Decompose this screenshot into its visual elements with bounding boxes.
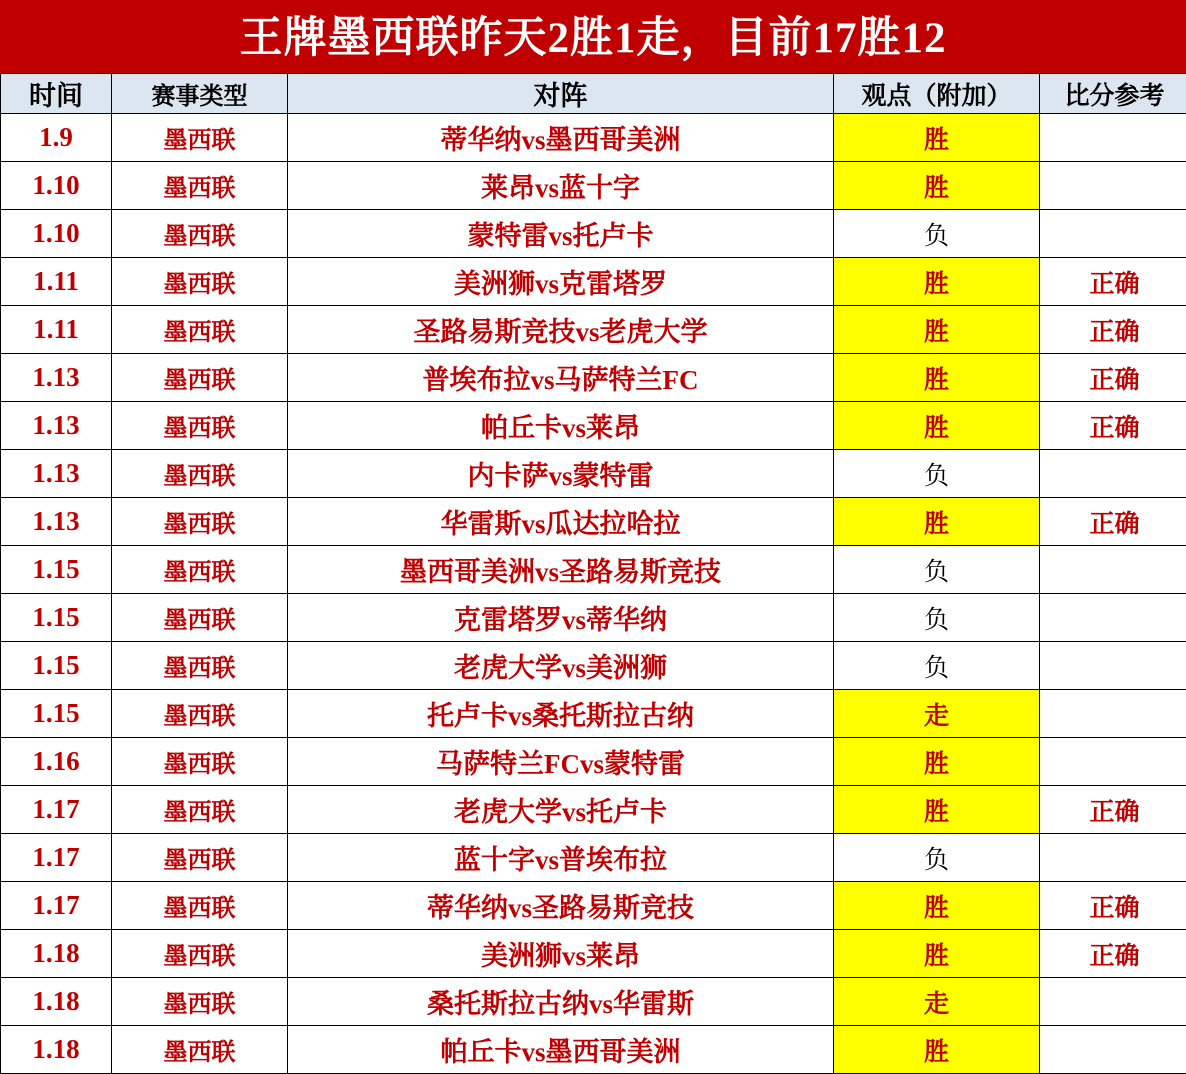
cell-score bbox=[1040, 162, 1186, 210]
cell-score bbox=[1040, 594, 1186, 642]
cell-league: 墨西联 bbox=[112, 114, 288, 162]
cell-time: 1.10 bbox=[1, 162, 112, 210]
table-row bbox=[1, 738, 1186, 786]
table-row bbox=[1, 354, 1186, 402]
cell-time: 1.18 bbox=[1, 978, 112, 1026]
table-row bbox=[1, 642, 1186, 690]
cell-score bbox=[1040, 690, 1186, 738]
column-header-match: 对阵 bbox=[288, 74, 834, 114]
predictions-table bbox=[0, 73, 1186, 1074]
cell-match: 蒙特雷vs托卢卡 bbox=[288, 210, 834, 258]
cell-match: 普埃布拉vs马萨特兰FC bbox=[288, 354, 834, 402]
cell-score: 正确 bbox=[1040, 402, 1186, 450]
cell-league: 墨西联 bbox=[112, 450, 288, 498]
cell-match: 克雷塔罗vs蒂华纳 bbox=[288, 594, 834, 642]
cell-view: 胜 bbox=[834, 882, 1040, 930]
cell-league: 墨西联 bbox=[112, 738, 288, 786]
cell-match: 美洲狮vs克雷塔罗 bbox=[288, 258, 834, 306]
cell-view: 胜 bbox=[834, 786, 1040, 834]
cell-view: 胜 bbox=[834, 738, 1040, 786]
header-row bbox=[1, 74, 1186, 114]
table-row bbox=[1, 690, 1186, 738]
cell-match: 桑托斯拉古纳vs华雷斯 bbox=[288, 978, 834, 1026]
cell-view: 负 bbox=[834, 834, 1040, 882]
cell-view: 胜 bbox=[834, 498, 1040, 546]
cell-match: 圣路易斯竞技vs老虎大学 bbox=[288, 306, 834, 354]
page-title: 王牌墨西联昨天2胜1走，目前17胜12 bbox=[0, 0, 1186, 73]
cell-time: 1.17 bbox=[1, 834, 112, 882]
cell-league: 墨西联 bbox=[112, 978, 288, 1026]
cell-score bbox=[1040, 114, 1186, 162]
column-header-time: 时间 bbox=[1, 74, 112, 114]
cell-match: 托卢卡vs桑托斯拉古纳 bbox=[288, 690, 834, 738]
cell-view: 胜 bbox=[834, 930, 1040, 978]
cell-view: 胜 bbox=[834, 162, 1040, 210]
table-row bbox=[1, 114, 1186, 162]
cell-score: 正确 bbox=[1040, 786, 1186, 834]
table-row bbox=[1, 1026, 1186, 1074]
cell-view: 负 bbox=[834, 450, 1040, 498]
cell-match: 墨西哥美洲vs圣路易斯竞技 bbox=[288, 546, 834, 594]
cell-score bbox=[1040, 642, 1186, 690]
cell-view: 走 bbox=[834, 978, 1040, 1026]
cell-time: 1.13 bbox=[1, 402, 112, 450]
cell-time: 1.15 bbox=[1, 642, 112, 690]
cell-match: 帕丘卡vs墨西哥美洲 bbox=[288, 1026, 834, 1074]
cell-time: 1.15 bbox=[1, 546, 112, 594]
cell-view: 胜 bbox=[834, 354, 1040, 402]
cell-match: 内卡萨vs蒙特雷 bbox=[288, 450, 834, 498]
cell-time: 1.13 bbox=[1, 450, 112, 498]
cell-view: 走 bbox=[834, 690, 1040, 738]
cell-match: 华雷斯vs瓜达拉哈拉 bbox=[288, 498, 834, 546]
cell-view: 负 bbox=[834, 210, 1040, 258]
cell-time: 1.17 bbox=[1, 786, 112, 834]
cell-match: 帕丘卡vs莱昂 bbox=[288, 402, 834, 450]
cell-league: 墨西联 bbox=[112, 258, 288, 306]
cell-score: 正确 bbox=[1040, 498, 1186, 546]
table-row bbox=[1, 882, 1186, 930]
cell-league: 墨西联 bbox=[112, 402, 288, 450]
cell-league: 墨西联 bbox=[112, 690, 288, 738]
table-row bbox=[1, 402, 1186, 450]
cell-view: 胜 bbox=[834, 258, 1040, 306]
cell-view: 胜 bbox=[834, 114, 1040, 162]
cell-league: 墨西联 bbox=[112, 498, 288, 546]
column-header-score: 比分参考 bbox=[1040, 74, 1186, 114]
cell-match: 马萨特兰FCvs蒙特雷 bbox=[288, 738, 834, 786]
cell-league: 墨西联 bbox=[112, 546, 288, 594]
cell-league: 墨西联 bbox=[112, 162, 288, 210]
cell-league: 墨西联 bbox=[112, 1026, 288, 1074]
cell-score: 正确 bbox=[1040, 930, 1186, 978]
cell-score bbox=[1040, 978, 1186, 1026]
cell-time: 1.16 bbox=[1, 738, 112, 786]
cell-match: 老虎大学vs美洲狮 bbox=[288, 642, 834, 690]
table-row bbox=[1, 978, 1186, 1026]
cell-time: 1.18 bbox=[1, 1026, 112, 1074]
cell-view: 负 bbox=[834, 546, 1040, 594]
cell-time: 1.15 bbox=[1, 594, 112, 642]
table-row bbox=[1, 834, 1186, 882]
cell-score bbox=[1040, 210, 1186, 258]
cell-time: 1.13 bbox=[1, 498, 112, 546]
cell-match: 老虎大学vs托卢卡 bbox=[288, 786, 834, 834]
cell-league: 墨西联 bbox=[112, 306, 288, 354]
table-row bbox=[1, 258, 1186, 306]
cell-view: 胜 bbox=[834, 402, 1040, 450]
cell-time: 1.13 bbox=[1, 354, 112, 402]
cell-match: 蓝十字vs普埃布拉 bbox=[288, 834, 834, 882]
cell-score bbox=[1040, 738, 1186, 786]
cell-league: 墨西联 bbox=[112, 930, 288, 978]
cell-league: 墨西联 bbox=[112, 642, 288, 690]
cell-score: 正确 bbox=[1040, 354, 1186, 402]
cell-match: 莱昂vs蓝十字 bbox=[288, 162, 834, 210]
table-row bbox=[1, 546, 1186, 594]
cell-time: 1.11 bbox=[1, 258, 112, 306]
cell-league: 墨西联 bbox=[112, 210, 288, 258]
table-row bbox=[1, 450, 1186, 498]
table-row bbox=[1, 786, 1186, 834]
table-row bbox=[1, 162, 1186, 210]
cell-league: 墨西联 bbox=[112, 834, 288, 882]
cell-time: 1.18 bbox=[1, 930, 112, 978]
cell-league: 墨西联 bbox=[112, 594, 288, 642]
cell-time: 1.9 bbox=[1, 114, 112, 162]
cell-score bbox=[1040, 834, 1186, 882]
cell-time: 1.10 bbox=[1, 210, 112, 258]
cell-view: 负 bbox=[834, 594, 1040, 642]
cell-time: 1.11 bbox=[1, 306, 112, 354]
cell-match: 蒂华纳vs墨西哥美洲 bbox=[288, 114, 834, 162]
cell-league: 墨西联 bbox=[112, 882, 288, 930]
table-row bbox=[1, 594, 1186, 642]
cell-score bbox=[1040, 450, 1186, 498]
cell-view: 胜 bbox=[834, 306, 1040, 354]
cell-score: 正确 bbox=[1040, 258, 1186, 306]
cell-match: 蒂华纳vs圣路易斯竞技 bbox=[288, 882, 834, 930]
table-body bbox=[1, 114, 1186, 1074]
cell-view: 负 bbox=[834, 642, 1040, 690]
table-row bbox=[1, 498, 1186, 546]
table-header bbox=[1, 74, 1186, 114]
cell-score: 正确 bbox=[1040, 306, 1186, 354]
cell-time: 1.17 bbox=[1, 882, 112, 930]
column-header-league: 赛事类型 bbox=[112, 74, 288, 114]
cell-time: 1.15 bbox=[1, 690, 112, 738]
table-row bbox=[1, 930, 1186, 978]
cell-league: 墨西联 bbox=[112, 354, 288, 402]
cell-view: 胜 bbox=[834, 1026, 1040, 1074]
cell-match: 美洲狮vs莱昂 bbox=[288, 930, 834, 978]
column-header-view: 观点（附加） bbox=[834, 74, 1040, 114]
cell-score bbox=[1040, 1026, 1186, 1074]
table-row bbox=[1, 210, 1186, 258]
cell-score bbox=[1040, 546, 1186, 594]
cell-league: 墨西联 bbox=[112, 786, 288, 834]
cell-score: 正确 bbox=[1040, 882, 1186, 930]
table-row bbox=[1, 306, 1186, 354]
